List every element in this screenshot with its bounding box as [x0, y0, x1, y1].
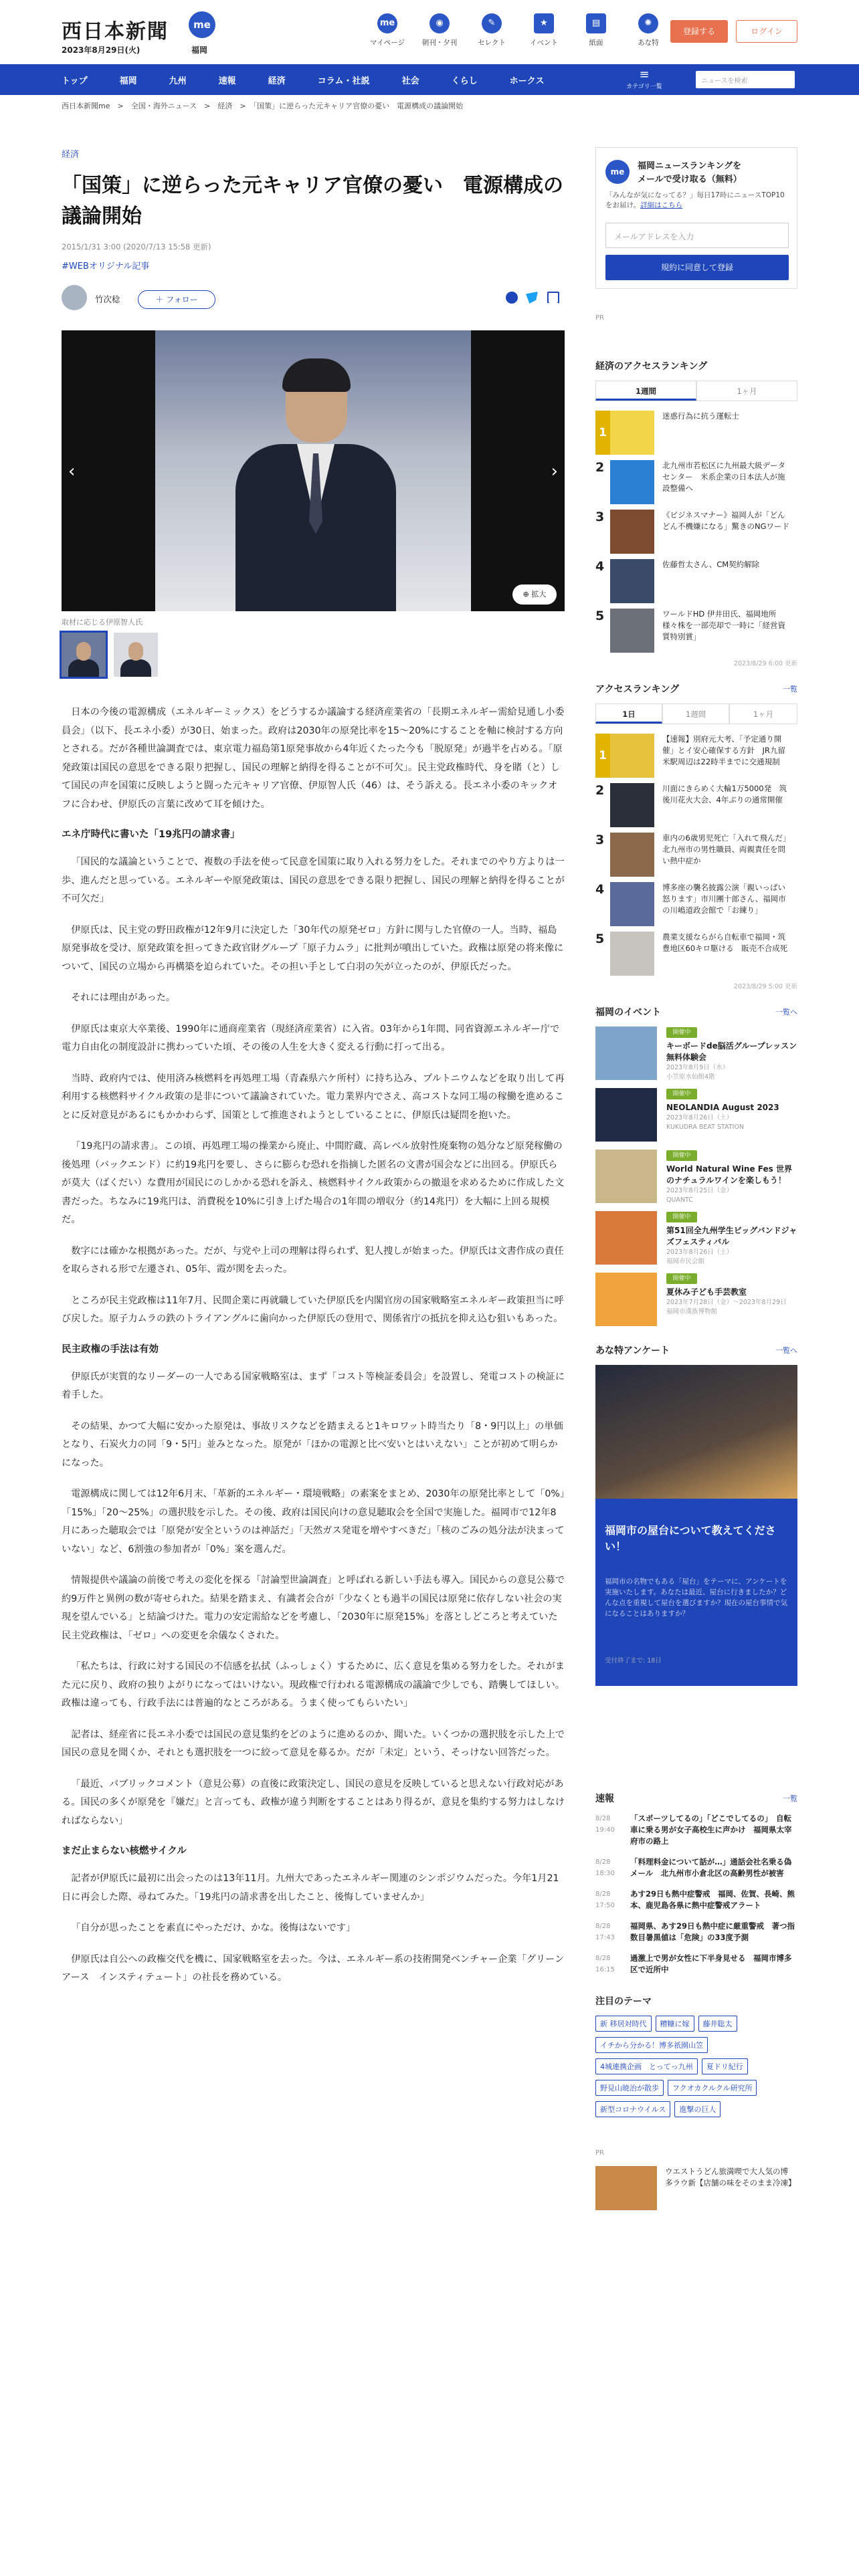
enquete-card[interactable]: [595, 1365, 797, 1686]
pr-label: PR: [595, 2149, 604, 2157]
enquete-deadline: 受付終了まで: 18日: [605, 1657, 662, 1665]
event-item[interactable]: [595, 1273, 797, 1334]
sokuho-text: 福岡県、あす29日も熱中症に厳重警戒 著つ指数目暑黒値は「危険」の33度予測: [630, 1921, 795, 1942]
article-main: [62, 147, 574, 2000]
event-text: [666, 1088, 797, 1150]
ranking-text: 迷惑行為に抗う運転士: [662, 411, 739, 421]
sokuho-more-link[interactable]: 一覧: [783, 1794, 797, 1803]
sokuho-time: 8/28 18:30: [595, 1858, 615, 1877]
select-label: セレクト: [478, 39, 506, 47]
ranking-item[interactable]: [595, 609, 797, 658]
themes-heading: 注目のテーマ: [595, 1996, 652, 2007]
hamburger-icon: ≡: [639, 68, 650, 82]
tab-1month[interactable]: 1ヶ月: [729, 704, 797, 724]
event-badge: 開催中: [666, 1212, 697, 1222]
prev-photo-arrow-icon[interactable]: ‹: [68, 461, 76, 481]
event-text: [666, 1150, 797, 1211]
zoom-label: 拡大: [531, 590, 547, 599]
access-ranking-heading: アクセスランキング: [595, 684, 680, 695]
event-icon: ★: [534, 13, 554, 33]
article-paragraph: 伊原氏は自公への政権交代を機に、国家戦略室を去った。今は、エネルギー系の技術開発ベンチャー企業「グリーン アース インスティテュート」の社長を務めている。: [62, 1953, 574, 1983]
ranking-thumbnail: [610, 460, 654, 504]
nav-item-top[interactable]: トップ: [62, 76, 88, 86]
event-thumbnail: [595, 1027, 657, 1080]
pr-ad-image: [595, 2166, 657, 2210]
paper-link[interactable]: [413, 13, 466, 47]
mail-box-detail-link[interactable]: 詳細はこちら: [640, 201, 683, 209]
theme-tag[interactable]: 野見山暁治が散歩: [595, 2080, 664, 2096]
enquete-description: 福岡市の名物でもある「屋台」をテーマに、アンケートを実施いたします。あなたは最近、屋台に行きましたか？どんな点を重視して屋台を選びますか？現在の屋台事情で気になることはありますか？: [605, 1578, 787, 1618]
ranking-text: ワールドHD 伊井田氏、福岡地所様々株を一部売却で一時に「経営資質特別賞」: [662, 609, 785, 641]
theme-list: [595, 2016, 797, 2123]
event-thumbnail: [595, 1211, 657, 1265]
article-category[interactable]: 経済: [62, 150, 80, 160]
ranking-thumbnail: [610, 411, 654, 455]
ranking-number: 5: [595, 932, 605, 946]
theme-tag[interactable]: 夏ドリ紀行: [702, 2058, 748, 2074]
event-badge: 開催中: [666, 1027, 697, 1038]
nav-item-fukuoka[interactable]: 福岡: [119, 76, 137, 86]
ranking-number: 2: [595, 783, 605, 798]
ranking-text: 川面にきらめく大輪1万5000発 筑後川花火大会、4年ぶりの通常開催: [662, 784, 787, 804]
article-paragraph: 伊原氏は東京大卒業後、1990年に通商産業省（現経済産業省）に入省。03年から1年間、同省資源エネルギー庁で電力自由化の制度設計に携わっていた頃、その後の人生を大きく変える行動に打って出る。: [62, 1023, 560, 1053]
ranking-number: 2: [595, 460, 605, 475]
nav-item-column[interactable]: コラム・社説: [317, 76, 370, 86]
event-badge: 開催中: [666, 1273, 697, 1284]
events-heading: 福岡のイベント: [595, 1007, 661, 1018]
ranking-text: 北九州市若松区に九州最大級データセンター 米系企業の日本法人が施設整備へ: [662, 461, 785, 493]
site-header: [0, 0, 859, 64]
ranking-thumbnail: [610, 882, 654, 926]
article-paragraph: 電源構成に関しては12年6月末、「革新的エネルギー・環境戦略」の素案をまとめ、2030年の原発比率として「0%」「15%」「20～25%」の選択肢を示した。その後、政府は国民向けの意見聴取会を全国で実施した。福岡市で12年8月にあった聴取会では「原発が安全というのは神話だ」「天然ガス発電を増やすべきだ」「核のごみの処分法が決まっていない」など、6割強の参加者が「0%」案を選んだ。: [62, 1489, 565, 1555]
shimen-label: 紙面: [589, 39, 603, 47]
econ-ranking-tabs: [595, 381, 797, 401]
event-item[interactable]: [595, 1088, 797, 1150]
pr-label: PR: [595, 314, 604, 322]
ranking-item[interactable]: [595, 460, 797, 510]
ranking-item[interactable]: [595, 932, 797, 981]
article-paragraph: 「私たちは、行政に対する国民の不信感を払拭（ふっしょく）するために、広く意見を集める努力をした。それがまた元に戻り、政府の独りよがりになってはいけない。現政権で行われる電源構成の議論で少しでも、踏襲してほしい。政権は違っても、行政手法には普遍的なところがある。うまく使ってもらいたい」: [62, 1661, 565, 1709]
breadcrumb[interactable]: 西日本新聞me > 全国・海外ニュース > 経済 > 「国策」に逆らった元キャリア官僚の憂い 電源構成の議論開始: [62, 102, 464, 110]
event-text: [666, 1027, 797, 1088]
ranking-item[interactable]: [595, 411, 797, 460]
event-link[interactable]: [518, 13, 570, 47]
ranking-number: 1: [595, 734, 610, 778]
shimen-icon: ▤: [586, 13, 606, 33]
ranking-thumbnail: [610, 932, 654, 976]
ranking-thumbnail: [610, 510, 654, 554]
photo-caption: 取材に応じる伊原智人氏: [62, 618, 142, 627]
sokuho-text: 「スポーツしてるの」「どこでしてるの」 自転車に乗る男が女子高校生に声かけ 福岡県太宰府市の路上: [630, 1814, 792, 1846]
pr-ad-text: ウエストうどん旅満喫で大人気の博多ラウ新【店舗の味をそのまま冷凍】: [665, 2167, 796, 2187]
event-list: [595, 1027, 797, 1334]
econ-ranking-list: [595, 411, 797, 658]
photo-subject: [262, 364, 369, 611]
site-logo[interactable]: 西日本新聞: [62, 20, 169, 43]
article-paragraph: 記者が伊原氏に最初に出会ったのは13年11月。九州大であったエネルギー関連のシンポジウムだった。今年1月21日に再会した際、尋ねてみた。「19兆円の請求書を出したこと、後悔していませんか」: [62, 1873, 559, 1903]
article-subheading: 民主政権の手法は有効: [62, 1344, 159, 1355]
author-avatar[interactable]: [62, 285, 87, 310]
article-paragraph: それには理由があった。: [71, 992, 176, 1003]
category-menu-button[interactable]: [621, 68, 668, 90]
ranking-item[interactable]: [595, 783, 797, 833]
event-title: NEOLANDIA August 2023: [666, 1103, 779, 1112]
anatoku-label: あな特: [638, 39, 659, 47]
twitter-share-icon[interactable]: [526, 292, 538, 304]
theme-tag[interactable]: フクオカクルクル研究所: [668, 2080, 757, 2096]
article-date: 2015/1/31 3:00 (2020/7/13 15:58 更新): [62, 242, 211, 251]
anatoku-link[interactable]: [622, 13, 674, 47]
access-ranking-list: [595, 734, 797, 981]
event-text: [666, 1273, 797, 1334]
econ-ranking-title: [595, 359, 797, 372]
author-name[interactable]: 竹次稔: [95, 294, 120, 304]
event-place: QUANTC: [666, 1196, 693, 1204]
facebook-share-icon[interactable]: [506, 292, 518, 304]
nav-item-sokuho[interactable]: 速報: [218, 76, 236, 86]
access-ranking-more-link[interactable]: 一覧: [783, 685, 797, 693]
event-item[interactable]: [595, 1150, 797, 1211]
tab-1day[interactable]: 1日: [595, 704, 662, 724]
zoom-button[interactable]: [512, 584, 557, 605]
event-title: World Natural Wine Fes 世界のナチュラルワインを楽しもう！: [666, 1164, 792, 1185]
event-place: 福岡市漢族博物館: [666, 1308, 718, 1315]
email-field[interactable]: メールアドレスを入力: [605, 223, 789, 248]
event-place: KUKUDRA BEAT STATION: [666, 1123, 745, 1131]
event-title: 第51回全九州学生ビッグバンドジャズフェスティバル: [666, 1226, 797, 1247]
econ-ranking-heading: 経済のアクセスランキング: [595, 361, 708, 372]
theme-tag[interactable]: 新型コロナウイルス: [595, 2101, 670, 2117]
mypage-link[interactable]: [361, 13, 413, 47]
enquete-question: 福岡市の屋台について教えてください！: [605, 1524, 776, 1553]
article-paragraph: 伊原氏が実質的なリーダーの一人である国家戦略室は、まず「コスト等検証委員会」を設置し、発電コストの検証に着手した。: [62, 1371, 565, 1400]
article-subheading: エネ庁時代に書いた「19兆円の請求書」: [62, 829, 240, 840]
ranking-text: 佐藤哲太さん、CM契約解除: [662, 560, 760, 569]
me-badge-icon: me: [605, 160, 630, 184]
event-title: 夏休み子ども手芸教室: [666, 1287, 747, 1297]
main-nav: [0, 64, 859, 95]
mypage-icon: me: [377, 13, 397, 33]
ranking-number: 3: [595, 510, 605, 524]
me-logo-badge[interactable]: me: [189, 11, 215, 38]
event-date: 2023年8月26日（土）: [666, 1249, 733, 1256]
header-date: 2023年8月29日(火): [62, 45, 140, 55]
nav-item-keizai[interactable]: 経済: [268, 76, 286, 86]
article-paragraph: 記者は、経産省に長エネ小委では国民の意見集約をどのように進めるのか、聞いた。いくつかの選択肢を示した上で国民の意見を聞くか、それとも選択肢を一つに絞って意見を募るか。だが「未定」という、そっけない回答だった。: [62, 1729, 565, 1758]
enquete-title: [595, 1344, 797, 1357]
article-paragraph: その結果、かつて大幅に安かった原発は、事故リスクなどを踏まえると1キロワット時当たり「8・9円以上」の単価となり、石炭火力の同「9・5円」並みとなった。原発が「ほかの電源と比べ安いとはいえない」ことが初めて明らかになった。: [62, 1420, 563, 1469]
enquete-image: [595, 1365, 797, 1499]
mypage-label: マイページ: [369, 39, 405, 47]
event-thumbnail: [595, 1088, 657, 1142]
newspaper-icon: ◉: [430, 13, 450, 33]
select-icon: ✎: [482, 13, 502, 33]
ranking-number: 5: [595, 609, 605, 623]
sokuho-text: 「料理料金について話が…」通話会社名乗る偽メール 北九州市小倉北区の高齢男性が被害: [630, 1857, 792, 1878]
article-tag[interactable]: #WEBオリジナル記事: [62, 261, 150, 272]
econ-ranking-updated: 2023/8/29 6:00 更新: [733, 660, 797, 667]
theme-tag[interactable]: 藤井聡太: [698, 2016, 737, 2032]
mail-box-title: 福岡ニュースランキングを メールで受け取る（無料）: [638, 161, 742, 185]
shimen-link[interactable]: [570, 13, 622, 47]
event-date: 2023年8月25日（金）: [666, 1187, 733, 1194]
nav-item-shakai[interactable]: 社会: [401, 76, 419, 86]
ranking-text: 農業支援ならがら自転車で福岡・筑豊地区60キロ駆ける 販売不合成死: [662, 932, 788, 953]
sokuho-item[interactable]: [595, 1813, 797, 1847]
sokuho-time: 8/28 17:43: [595, 1923, 615, 1941]
mail-box-desc-text: 「みんなが気になってる？」毎日17時にニュースTOP10をお届け。: [605, 191, 785, 209]
event-text: [666, 1211, 797, 1273]
nav-item-kyushu[interactable]: 九州: [169, 76, 187, 86]
nav-item-kurashi[interactable]: くらし: [451, 76, 478, 86]
article-paragraph: 伊原氏は、民主党の野田政権が12年9月に決定した「30年代の原発ゼロ」方針に関与した官僚の一人。当時、福島原発事故を受け、原発政策を担ってきた政官財グループ「原子力ムラ」に批判が噴出していた。政権は原発の将来像について、国民の立場から再構築を迫られていた。その担い手として白羽の矢が立ったのが、伊原氏だった。: [62, 924, 564, 972]
access-ranking-tabs: [595, 704, 797, 724]
sokuho-text: 過激上で男が女性に下半身見せる 福岡市博多区で近所中: [630, 1953, 792, 1974]
ranking-number: 1: [595, 411, 610, 455]
mail-box-desc: [605, 191, 786, 211]
article-title: 「国策」に逆らった元キャリア官僚の憂い 電源構成の議論開始: [62, 174, 563, 228]
tab-1week[interactable]: 1週間: [662, 704, 729, 724]
theme-tag[interactable]: 4城連携企画 とってっ九州: [595, 2058, 698, 2074]
mail-submit-button[interactable]: 規約に同意して登録: [605, 255, 789, 280]
ranking-thumbnail: [610, 559, 654, 603]
ranking-item[interactable]: [595, 510, 797, 559]
event-thumbnail: [595, 1273, 657, 1326]
enquete-more-link[interactable]: 一覧へ: [775, 1346, 797, 1355]
ranking-number: 4: [595, 559, 605, 574]
theme-tag[interactable]: 糟糠に嫁: [656, 2016, 694, 2032]
nav-item-hawks[interactable]: ホークス: [509, 76, 545, 86]
ranking-mail-box: [595, 147, 797, 289]
sokuho-text: あす29日も熱中症警戒 福岡、佐賀、長崎、熊本、鹿児島各県に熱中症警戒アラート: [630, 1889, 795, 1910]
event-date: 2023年8月9日（水）: [666, 1064, 729, 1071]
photo-thumbnail[interactable]: [62, 633, 106, 677]
article-paragraph: 「国民的な議論ということで、複数の手法を使って民意を国策に取り入れる努力をした。それまでのやり方よりは一歩、進んだと思っている。エネルギーや原発政策は、国民の意思をできる限り把握し、国民の理解と納得を得ることが不可欠だ」: [62, 857, 565, 904]
article-paragraph: 「自分が思ったことを素直にやっただけ、かな。後悔はないです」: [71, 1923, 356, 1933]
follow-button[interactable]: ＋ フォロー: [138, 290, 215, 309]
article-paragraph: ところが民主党政権は11年7月、民間企業に再就職していた伊原氏を内閣官房の国家戦略室エネルギー政策担当に呼び戻した。原子力ムラの鉄のトライアングルに歯向かった伊原氏の登用で、関係省庁の抵抗を抑え込む狙いもあった。: [62, 1295, 564, 1324]
ranking-text: 博多座の襲名披露公演「親いっぱい怒ります」市川團十郎さん、福岡市の川嶋道政会館で「お練り」: [662, 883, 786, 915]
event-item[interactable]: [595, 1027, 797, 1088]
select-link[interactable]: [466, 13, 518, 47]
theme-tag[interactable]: 新 移居対時代: [595, 2016, 652, 2032]
event-thumbnail: [595, 1150, 657, 1203]
theme-tag[interactable]: イチから分かる！博多祇園山笠: [595, 2037, 708, 2053]
next-photo-arrow-icon[interactable]: ›: [551, 461, 558, 481]
enquete-heading: あな特アンケート: [595, 1346, 670, 1356]
ranking-thumbnail: [610, 833, 654, 877]
login-button[interactable]: ログイン: [736, 20, 797, 43]
pr-ad[interactable]: [595, 2166, 797, 2210]
header-icon-nav: [361, 13, 674, 47]
sokuho-time: 8/28 19:40: [595, 1815, 615, 1834]
photo-thumbnails: [62, 633, 565, 677]
event-badge: 開催中: [666, 1150, 697, 1161]
register-button[interactable]: 登録する: [670, 20, 728, 43]
sokuho-heading: 速報: [595, 1794, 614, 1804]
event-place: 小笠原水仙館4階: [666, 1073, 715, 1081]
header-location[interactable]: 福岡: [191, 45, 208, 55]
category-menu-label: カテゴリ一覧: [626, 84, 662, 90]
access-ranking-title: [595, 682, 797, 695]
sokuho-item[interactable]: [595, 1856, 797, 1879]
sokuho-time: 8/28 17:50: [595, 1891, 615, 1909]
ranking-item[interactable]: [595, 882, 797, 932]
events-title: [595, 1005, 797, 1018]
sokuho-item[interactable]: [595, 1921, 797, 1943]
article-body: [62, 704, 574, 1988]
ranking-item[interactable]: [595, 734, 797, 783]
paper-label: 朝刊・夕刊: [421, 39, 458, 47]
search-input[interactable]: ニュースを検索: [696, 71, 795, 88]
ranking-text: 車内の6歳男児死亡「入れて飛んだ」 北九州市の男性職員、両親責任を問い熱中症か: [662, 833, 795, 865]
article-subheading: まだ止まらない核燃サイクル: [62, 1846, 187, 1856]
access-ranking-updated: 2023/8/29 5:00 更新: [733, 983, 797, 990]
events-more-link[interactable]: 一覧へ: [775, 1008, 797, 1016]
event-label: イベント: [530, 39, 558, 47]
ranking-text: 【速報】別府元大考、「予定通り開催」とイ安心確保する方針 JR九留米駅周辺は22時半までに交通規制: [662, 734, 785, 766]
article-paragraph: 「19兆円の請求書」。この頃、再処理工場の操業から廃止、中間貯蔵、高レベル放射性廃棄物の処分など原発稼働の後処理（バックエンド）に約19兆円を要し、さらに膨らむ恐れを指摘した匿名の文書が国会などに出回る。伊原氏らが莫大（ばくだい）な費用が国民にのしかかる恐れを訴え、核燃料サイクル政策からの撤退を求めるために作成した文書だった。ちなみに19兆円は、消費税を10%に引き上げた場合の1年間の増収分（約14兆円）を大幅に上回る規模だ。: [62, 1141, 565, 1225]
event-date: 2023年7月28日（金）～2023年8月29日: [666, 1299, 787, 1306]
event-date: 2023年8月26日（土）: [666, 1114, 733, 1121]
sokuho-item[interactable]: [595, 1889, 797, 1911]
article-paragraph: 日本の今後の電源構成（エネルギーミックス）をどうするか議論する経済産業省の「長期エネルギー需給見通し小委員会」（以下、長エネ小委）が30日、始まった。政府は2030年の原発比率を15～20%にすることを軸に検討する方向とされる。だが各種世論調査では、東京電力福島第1原発事故から4年近くたった今も「脱原発」が過半を占める。「原発政策は国民の意思をできる限り把握し、国民の理解と納得を得ることが不可欠」。民主党政権時代、身を賭（と）して国民の声を国策に反映しようと闘った元キャリア官僚、伊原智人氏（46）は、そう訴える。長エネ小委のキックオフに合わせ、伊原氏の言葉に改めて耳を傾けた。: [62, 707, 565, 810]
ranking-item[interactable]: [595, 559, 797, 609]
zoom-icon: ⊕: [522, 590, 532, 599]
photo-thumbnail[interactable]: [114, 633, 158, 677]
theme-tag[interactable]: 進撃の巨人: [674, 2101, 721, 2117]
ranking-text: 《ビジネスマナー》福岡人が「どんどん不機嫌になる」驚きのNGワード: [662, 510, 790, 531]
ranking-thumbnail: [610, 783, 654, 827]
sokuho-time: 8/28 16:15: [595, 1955, 615, 1973]
sidebar: [595, 147, 797, 2210]
article-paragraph: 情報提供や議論の前後で考えの変化を探る「討論型世論調査」と呼ばれる新しい手法も導入。国民からの意見公募で約9万件と異例の数が寄せられた。結果を踏まえ、有識者会合が「少なくとも過半の国民は原発に依存しない社会の実現を望んでいる」と結論づけた。電力の安定需給などを考慮し、「2030年に原発15%」を落としどころと考えていた民主党政権は、「ゼロ」への変更を余儀なくされた。: [62, 1575, 565, 1641]
article-photo[interactable]: [62, 330, 565, 611]
ranking-number: 4: [595, 882, 605, 897]
article-paragraph: 数字には確かな根拠があった。だが、与党や上司の理解は得られず、犯人捜しが始まった。伊原氏は文書作成の責任を取らされる形で左遷され、05年、霞が関を去った。: [62, 1245, 564, 1275]
ranking-thumbnail: [610, 734, 654, 778]
sokuho-item[interactable]: [595, 1953, 797, 1975]
anatoku-icon: ✺: [638, 13, 658, 33]
article-paragraph: 「最近、パブリックコメント（意見公募）の直後に政策決定し、国民の意見を反映していると思えない行政対応がある。国民の多くが原発を『嫌だ』と言っても、政権が違う判断をすることはあり得るが、意見を集約する努力はしなければならない」: [62, 1778, 565, 1826]
bookmark-icon[interactable]: [547, 292, 559, 304]
ranking-item[interactable]: [595, 833, 797, 882]
event-title: キーボードde脳活グループレッスン無料体験会: [666, 1041, 797, 1062]
sokuho-list: [595, 1813, 797, 1975]
event-place: 福岡市民会館: [666, 1258, 705, 1265]
event-item[interactable]: [595, 1211, 797, 1273]
tab-1week[interactable]: 1週間: [595, 381, 696, 401]
author-row: [62, 285, 565, 310]
tab-1month[interactable]: 1ヶ月: [696, 381, 797, 401]
sokuho-title: [595, 1792, 797, 1805]
themes-title: [595, 1994, 797, 2008]
article-paragraph: 当時、政府内では、使用済み核燃料を再処理工場（青森県六ケ所村）に持ち込み、プルトニウムなどを取り出して再利用する核燃料サイクル政策の是非について議論されていた。電力業界内でさえ、高コストな同工場の稼働を進めることに反対意見があるにもかかわらず、国策として推進されようとしていることに、伊原氏は疑問を抱いた。: [62, 1073, 565, 1121]
ranking-number: 3: [595, 833, 605, 847]
event-badge: 開催中: [666, 1089, 697, 1099]
ranking-thumbnail: [610, 609, 654, 653]
